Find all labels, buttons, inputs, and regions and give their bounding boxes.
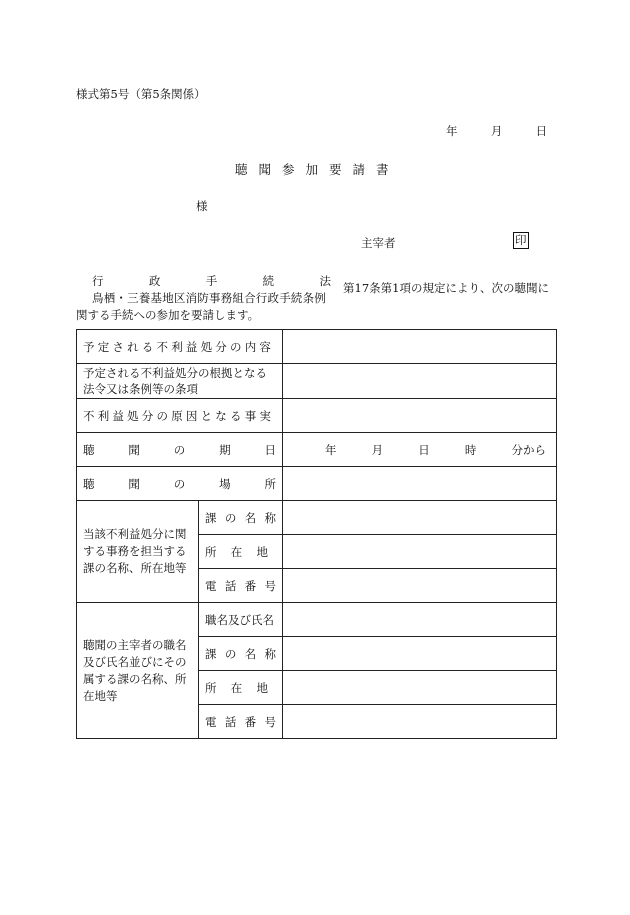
host-dept-name-value-cell[interactable] (283, 637, 557, 671)
table-row (77, 330, 557, 364)
law-char: 行 (92, 274, 104, 288)
date-line (446, 123, 547, 139)
host-title-name-label: 職名及び氏名 (205, 612, 274, 627)
dept-phone-value-cell[interactable] (283, 569, 557, 603)
law-clause-text: 第17条第1項の規定により、次の聴聞に (343, 281, 549, 295)
law-char: 続 (262, 274, 275, 288)
host-phone-label: 電 話 番 号 (205, 714, 276, 729)
host-label: 主宰者 (361, 236, 396, 250)
table-row (77, 399, 557, 433)
cause-label: 不利益処分の原因となる事実 (83, 408, 275, 423)
year-label: 年 (446, 124, 458, 138)
host-address-label: 所 在 地 (205, 680, 268, 695)
host-phone-label-cell (199, 705, 283, 739)
law-char: 政 (148, 274, 161, 288)
addressee-suffix: 様 (196, 199, 208, 213)
ordinance-name-line: 鳥栖・三養基地区消防事務組合行政手続条例 (92, 291, 326, 305)
hearing-date-label-cell (77, 433, 283, 467)
cause-value-cell[interactable] (283, 399, 557, 433)
host-dept-name-label-cell (199, 637, 283, 671)
table-row (77, 603, 557, 637)
table-row (77, 364, 557, 399)
form-number: 様式第5号（第5条関係） (76, 87, 206, 101)
responsible-dept-label-cell (77, 501, 199, 603)
basis-value-cell[interactable] (283, 364, 557, 399)
host-dept-name-label: 課 の 名 称 (205, 646, 276, 661)
host-phone-value-cell[interactable] (283, 705, 557, 739)
document-title: 聴聞参加要請書 (235, 162, 400, 177)
cause-label-cell (77, 399, 283, 433)
law-char: 法 (319, 274, 331, 288)
table-row (77, 467, 557, 501)
basis-label-line1: 予定される不利益処分の根拠となる (83, 366, 267, 380)
dept-address-label: 所 在 地 (205, 544, 268, 559)
hearing-date-value-cell[interactable] (283, 433, 557, 467)
dept-phone-label: 電 話 番 号 (205, 578, 276, 593)
month-label: 月 (490, 124, 503, 138)
content-label-cell (77, 330, 283, 364)
table-row (77, 501, 557, 535)
seal-mark: 印 (515, 233, 527, 247)
dept-address-value-cell[interactable] (283, 535, 557, 569)
content-label: 予定される不利益処分の内容 (83, 339, 275, 354)
host-info-label: 聴聞の主宰者の職名及び氏名並びにその属する課の名称、所在地等 (83, 637, 187, 703)
table-row (77, 433, 557, 467)
day-label: 日 (535, 124, 548, 138)
dept-name-label: 課 の 名 称 (205, 510, 276, 525)
dept-phone-label-cell (199, 569, 283, 603)
host-address-label-cell (199, 671, 283, 705)
request-text: 関する手続への参加を要請します。 (76, 308, 260, 322)
hearing-date-fields: 年 月 日 時 分から (325, 442, 546, 457)
law-name-line (92, 273, 331, 289)
basis-label-cell (77, 364, 283, 399)
hearing-place-value-cell[interactable] (283, 467, 557, 501)
host-info-label-cell (77, 603, 199, 739)
host-title-name-label-cell (199, 603, 283, 637)
hearing-place-label-cell (77, 467, 283, 501)
dept-name-value-cell[interactable] (283, 501, 557, 535)
law-char: 手 (205, 274, 218, 288)
hearing-date-label: 聴 聞 の 期 日 (83, 442, 276, 457)
hearing-place-label: 聴 聞 の 場 所 (83, 476, 276, 491)
host-title-name-value-cell[interactable] (283, 603, 557, 637)
responsible-dept-label: 当該不利益処分に関する事務を担当する課の名称、所在地等 (83, 527, 187, 575)
request-table (76, 329, 557, 739)
basis-label-line2: 法令又は条例等の条項 (83, 382, 198, 396)
dept-name-label-cell (199, 501, 283, 535)
content-value-cell[interactable] (283, 330, 557, 364)
host-address-value-cell[interactable] (283, 671, 557, 705)
dept-address-label-cell (199, 535, 283, 569)
